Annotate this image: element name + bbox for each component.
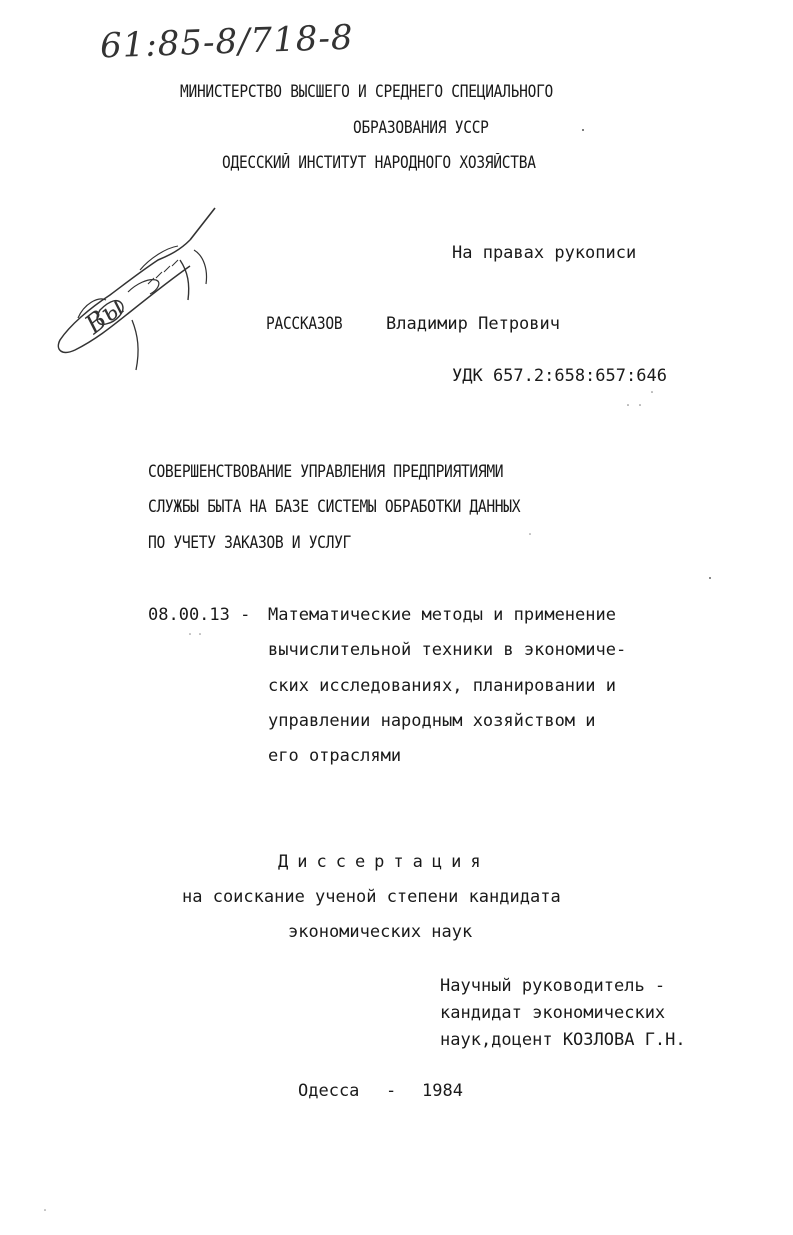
ministry-line-2: ОБРАЗОВАНИЯ УССР bbox=[353, 118, 489, 137]
udc-code: УДК 657.2:658:657:646 bbox=[452, 366, 667, 386]
specialty-code: 08.00.13 - bbox=[148, 605, 251, 625]
author-given-names: Владимир Петрович bbox=[386, 314, 560, 334]
ministry-line: МИНИСТЕРСТВО ВЫСШЕГО И СРЕДНЕГО СПЕЦИАЛЬНОГО bbox=[180, 82, 554, 101]
author-surname: РАССКАЗОВ bbox=[266, 314, 343, 333]
city-year-dash: - bbox=[386, 1081, 397, 1101]
supervisor-line-3: наук,доцент КОЗЛОВА Г.Н. bbox=[440, 1030, 686, 1050]
archive-handwritten-mark: 61:85-8/718-8 bbox=[99, 17, 355, 67]
supervisor-line-2: кандидат экономических bbox=[440, 1003, 666, 1023]
specialty-line-3: ских исследованиях, планировании и bbox=[268, 676, 616, 696]
specialty-line-2: вычислительной техники в экономиче- bbox=[268, 640, 627, 660]
stamp-text: Вы bbox=[79, 291, 130, 341]
title-line-1: СОВЕРШЕНСТВОВАНИЕ УПРАВЛЕНИЯ ПРЕДПРИЯТИЯМИ bbox=[148, 462, 504, 482]
institute-line: ОДЕССКИЙ ИНСТИТУТ НАРОДНОГО ХОЗЯЙСТВА bbox=[222, 153, 536, 172]
supervisor-line-1: Научный руководитель - bbox=[440, 976, 666, 996]
title-line-3: ПО УЧЕТУ ЗАКАЗОВ И УСЛУГ bbox=[148, 533, 352, 553]
dissertation-line-3: экономических наук bbox=[288, 922, 473, 942]
dissertation-heading: Диссертация bbox=[278, 852, 490, 872]
specialty-line-4: управлении народным хозяйством и bbox=[268, 711, 596, 731]
city: Одесса bbox=[298, 1081, 360, 1101]
year: 1984 bbox=[422, 1081, 463, 1101]
specialty-line-1: Математические методы и применение bbox=[268, 605, 616, 625]
specialty-line-5: его отраслями bbox=[268, 746, 402, 766]
stamp-signature-icon bbox=[40, 200, 220, 380]
manuscript-rights: На правах рукописи bbox=[452, 243, 637, 263]
title-line-2: СЛУЖБЫ БЫТА НА БАЗЕ СИСТЕМЫ ОБРАБОТКИ ДАННЫХ bbox=[148, 497, 521, 517]
dissertation-line-2: на соискание ученой степени кандидата bbox=[182, 887, 561, 907]
